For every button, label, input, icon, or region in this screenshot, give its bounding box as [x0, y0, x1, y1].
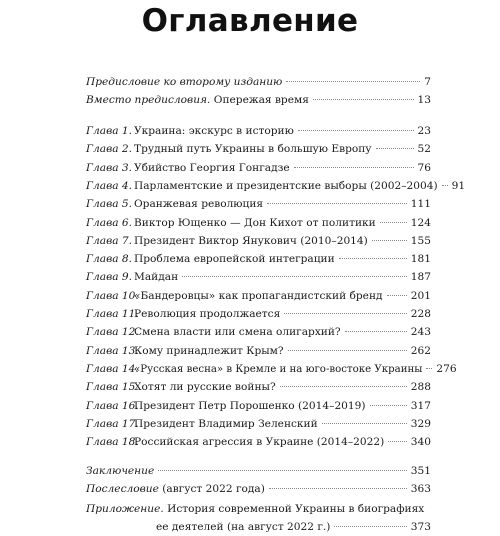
toc-entry-chapter-8[interactable] [86, 250, 431, 268]
chapter-title: Президент Петр Порошенко (2014–2019) [134, 399, 366, 412]
chapter-title: Украина: экскурс в историю [134, 125, 294, 137]
page-number: 155 [410, 234, 431, 247]
toc-entry-chapter-7[interactable] [86, 232, 431, 250]
dot-leader [380, 222, 407, 223]
entry-subtitle: Опережая время [210, 94, 309, 106]
dot-leader [288, 350, 407, 351]
dot-leader [376, 148, 414, 149]
page-number: 23 [417, 125, 431, 137]
page-number: 262 [410, 344, 431, 357]
dot-leader [298, 130, 414, 131]
chapter-number: Глава 7. [86, 234, 133, 247]
chapter-number: Глава 17. [86, 417, 139, 430]
chapter-number: Глава 9. [86, 271, 133, 284]
toc-entry-chapter-3[interactable] [86, 159, 431, 177]
toc-entry-instead-of-preface[interactable] [86, 91, 431, 109]
chapter-number: Глава 1. [86, 125, 133, 137]
chapter-number: Глава 15. [86, 381, 139, 394]
toc-entry-chapter-12[interactable] [86, 323, 431, 341]
page-number: 111 [410, 198, 431, 211]
toc-entry-chapter-10[interactable] [86, 287, 431, 305]
entry-title: Послесловие [86, 483, 159, 495]
page-number: 243 [410, 326, 431, 339]
toc-entry-chapter-6[interactable] [86, 214, 431, 232]
page-number: 276 [436, 362, 457, 375]
toc-entry-chapter-13[interactable] [86, 342, 431, 360]
page-number: 52 [417, 143, 431, 156]
chapter-title: Майдан [134, 271, 179, 284]
chapter-title: Кому принадлежит Крым? [134, 344, 284, 357]
chapter-title: Президент Владимир Зеленский [134, 417, 318, 430]
dot-leader [388, 441, 407, 442]
page-number: 76 [417, 161, 431, 174]
page-number: 7 [424, 76, 431, 88]
chapter-number: Глава 4. [86, 179, 133, 192]
page-number: 351 [410, 465, 431, 477]
dot-leader [334, 526, 406, 527]
chapter-title: Смена власти или смена олигархий? [134, 326, 341, 339]
chapter-title: Оранжевая революция [134, 198, 264, 211]
dot-leader [387, 295, 407, 296]
chapter-title: Президент Виктор Янукович (2010–2014) [134, 234, 368, 247]
chapter-number: Глава 16. [86, 399, 139, 412]
dot-leader [267, 203, 407, 204]
dot-leader [158, 470, 407, 471]
dot-leader [339, 258, 407, 259]
dot-leader [269, 488, 407, 489]
toc-entry-appendix[interactable] [86, 500, 431, 536]
chapter-number: Глава 10. [86, 289, 139, 302]
chapter-title: Хотят ли русские войны? [134, 381, 276, 394]
page-title: Оглавление [141, 3, 359, 39]
dot-leader [426, 368, 432, 369]
entry-subtitle: История современной Украины в биографиях [163, 503, 425, 515]
chapter-title: Проблема европейской интеграции [134, 253, 335, 266]
dot-leader [322, 423, 407, 424]
chapter-number: Глава 3. [86, 161, 133, 174]
entry-title: Вместо предисловия. [86, 94, 211, 106]
entry-subtitle: (август 2022 года) [158, 483, 265, 495]
chapter-number: Глава 6. [86, 216, 133, 229]
toc-entry-chapter-17[interactable] [86, 415, 431, 433]
toc-entry-afterword[interactable] [86, 480, 431, 498]
toc-entry-chapter-1[interactable] [86, 122, 431, 140]
toc-entry-chapter-5[interactable] [86, 195, 431, 213]
page-number: 288 [410, 381, 431, 394]
dot-leader [280, 386, 407, 387]
toc-entry-conclusion[interactable] [86, 462, 431, 480]
page-number: 13 [417, 94, 431, 106]
dot-leader [286, 81, 420, 82]
dot-leader [294, 167, 414, 168]
chapter-number: Глава 2. [86, 143, 133, 156]
chapter-title: Парламентские и президентские выборы (2002–2004) [134, 179, 438, 192]
dot-leader [313, 99, 414, 100]
page-number: 201 [410, 289, 431, 302]
chapter-number: Глава 8. [86, 253, 133, 266]
dot-leader [284, 313, 406, 314]
page-number: 373 [410, 521, 431, 533]
chapter-title: Российская агрессия в Украине (2014–2022) [134, 436, 385, 449]
page-number: 124 [410, 216, 431, 229]
toc-entry-chapter-15[interactable] [86, 378, 431, 396]
toc-entry-chapter-18[interactable] [86, 433, 431, 451]
toc-entry-chapter-4[interactable] [86, 177, 466, 195]
toc-entry-chapter-14[interactable] [86, 360, 457, 378]
toc-entry-chapter-16[interactable] [86, 397, 431, 415]
page-number: 91 [451, 179, 466, 192]
chapter-title: Виктор Ющенко — Дон Кихот от политики [134, 216, 376, 229]
chapter-title: «Русская весна» в Кремле и на юго-востоке Украины [134, 363, 423, 375]
dot-leader [372, 240, 407, 241]
page-number: 187 [410, 271, 431, 284]
page-number: 340 [410, 436, 431, 449]
page-number: 228 [410, 308, 431, 320]
chapter-title: «Бандеровцы» как пропагандистский бренд [134, 289, 383, 302]
chapter-number: Глава 13. [86, 344, 139, 357]
dot-leader [182, 276, 407, 277]
page-number: 329 [410, 417, 431, 430]
page-number: 363 [410, 483, 431, 495]
dot-leader [442, 185, 448, 186]
chapter-number: Глава 11. [86, 308, 139, 320]
entry-title: Предисловие ко второму изданию [86, 76, 283, 88]
toc-entry-chapter-2[interactable] [86, 140, 431, 158]
dot-leader [345, 331, 407, 332]
entry-title: Заключение [86, 465, 155, 477]
chapter-title: Убийство Георгия Гонгадзе [134, 161, 290, 174]
chapter-number: Глава 12. [86, 326, 139, 339]
toc-entry-chapter-9[interactable] [86, 268, 431, 286]
page-number: 181 [410, 253, 431, 266]
chapter-number: Глава 5. [86, 198, 133, 211]
toc-entry-chapter-11[interactable] [86, 305, 431, 323]
chapter-title: Революция продолжается [134, 308, 281, 320]
toc-entry-preface-second-edition[interactable] [86, 73, 431, 91]
chapter-title: Трудный путь Украины в большую Европу [134, 143, 372, 156]
chapter-number: Глава 14. [86, 362, 139, 375]
entry-subtitle-continued: ее деятелей (на август 2022 г.) [156, 521, 331, 533]
entry-title: Приложение. [86, 503, 164, 515]
page-number: 317 [410, 399, 431, 412]
dot-leader [370, 405, 407, 406]
chapter-number: Глава 18. [86, 436, 139, 449]
